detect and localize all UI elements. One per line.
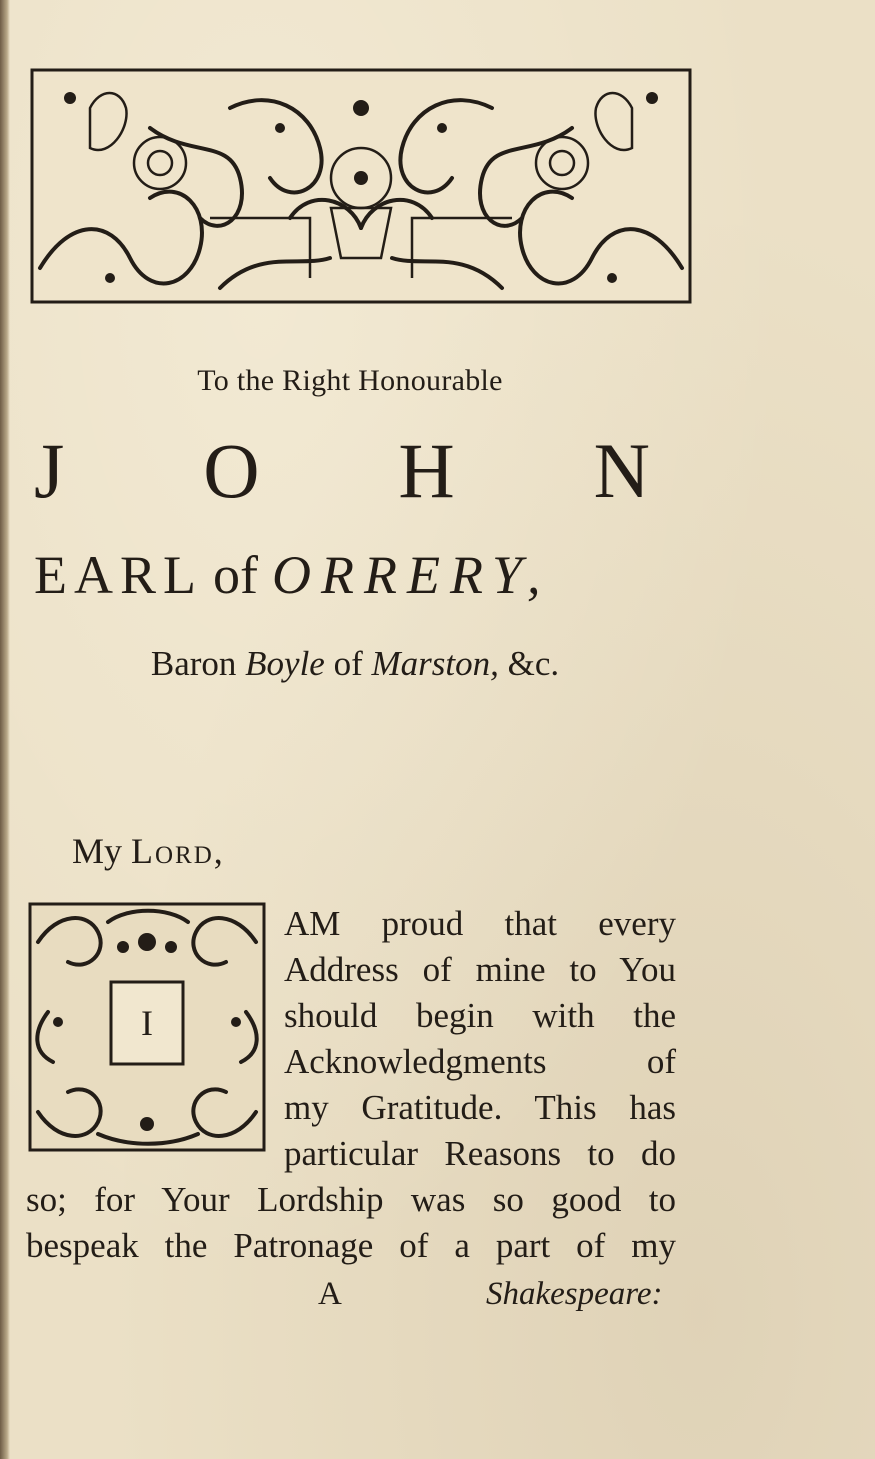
title-earldom: ORRERY,: [271, 545, 551, 605]
body-text-line: AM proud that every: [284, 904, 676, 943]
salutation: [72, 830, 225, 872]
ornamental-headpiece-icon: [30, 68, 692, 304]
baron-place: Marston,: [371, 644, 499, 683]
body-text-line: particular Reasons to do: [284, 1134, 676, 1173]
dedicatee-barony: [0, 644, 710, 684]
salutation-my: My: [72, 831, 123, 871]
salutation-lord: Lord,: [131, 831, 225, 871]
decorated-initial: [28, 902, 266, 1152]
name-letter: H: [398, 427, 455, 514]
initial-letter: I: [141, 1003, 153, 1043]
page-spine-edge: [0, 0, 10, 1459]
baron-of: of: [333, 644, 363, 683]
body-text-line: so; for Your Lordship was so good to: [26, 1180, 676, 1219]
body-text-line: bespeak the Patronage of a part of my: [26, 1226, 676, 1265]
baron-etc: &c.: [507, 644, 560, 683]
name-letter: N: [593, 427, 650, 514]
catchword: Shakespeare:: [486, 1276, 663, 1312]
title-of: of: [213, 545, 258, 605]
dedicatee-first-name: [34, 427, 650, 514]
baron-word: Baron: [150, 644, 237, 683]
body-text-line: Acknowledgments of: [284, 1042, 676, 1081]
name-letter: J: [34, 427, 65, 514]
signature-mark: A: [318, 1276, 342, 1312]
baron-name: Boyle: [245, 644, 325, 683]
name-letter: O: [203, 427, 260, 514]
body-text-line: Address of mine to You: [284, 950, 676, 989]
dedicatee-title: [34, 545, 551, 605]
dedication-heading: To the Right Honourable: [197, 364, 503, 397]
body-text-line: my Gratitude. This has: [284, 1088, 676, 1127]
body-text-line: should begin with the: [284, 996, 676, 1035]
title-rank: EARL: [34, 545, 203, 605]
